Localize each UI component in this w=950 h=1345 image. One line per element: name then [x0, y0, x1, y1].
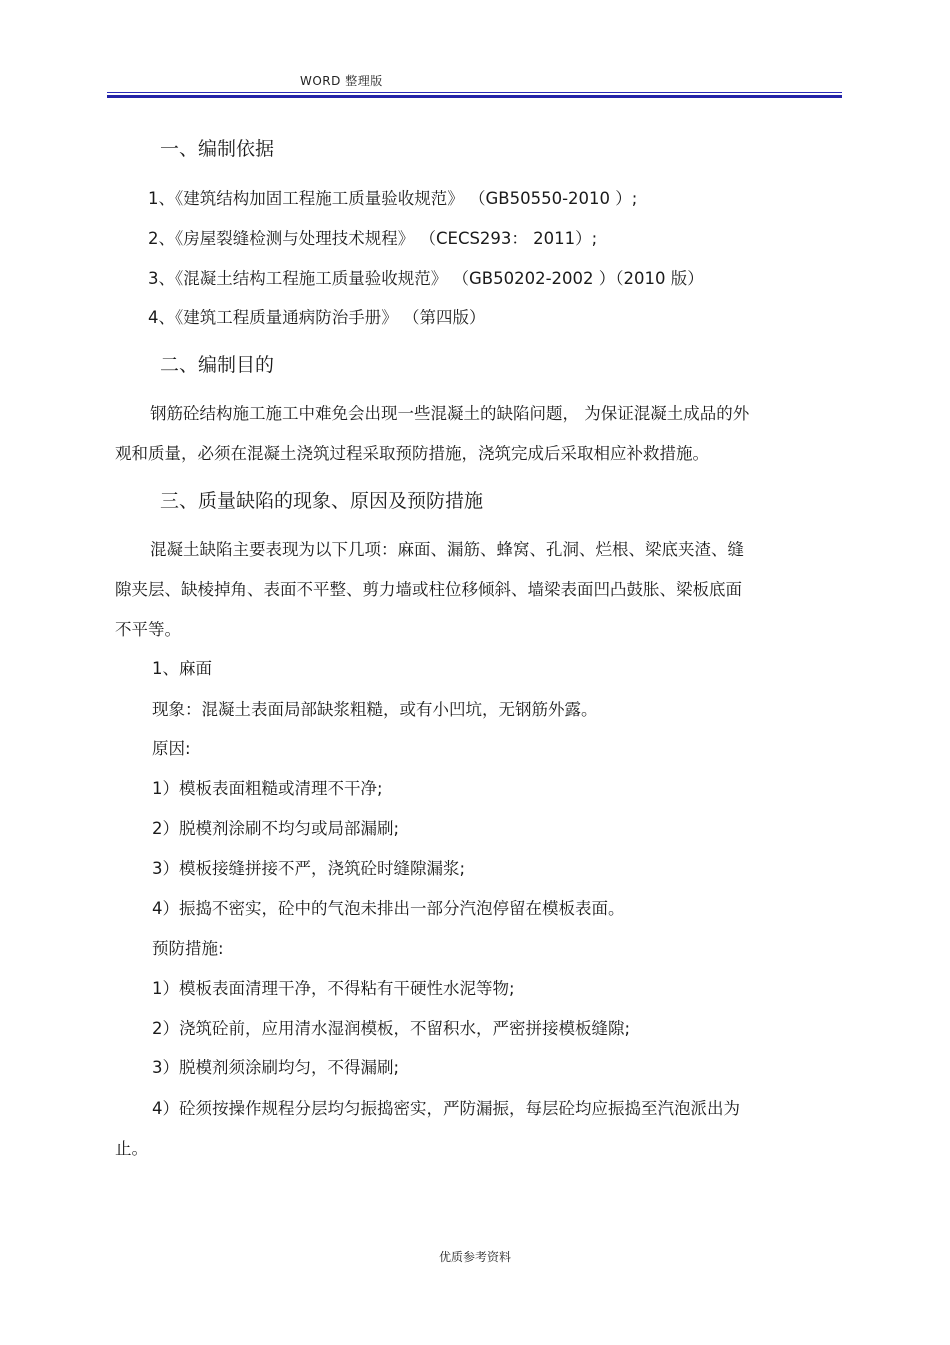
page-header-label: WORD 整理版	[300, 74, 383, 88]
cause-item: 4）振捣不密实，砼中的气泡未排出一部分汽泡停留在模板表面。	[152, 899, 625, 918]
cause-label: 原因:	[152, 739, 191, 758]
defects-intro-line: 混凝土缺陷主要表现为以下几项：麻面、漏筋、蜂窝、孔洞、烂根、梁底夹渣、缝	[150, 540, 744, 559]
cause-item: 1）模板表面粗糙或清理不干净;	[152, 779, 383, 798]
defects-intro-line: 隙夹层、缺棱掉角、表面不平整、剪力墙或柱位移倾斜、墙梁表面凹凸鼓胀、梁板底面	[115, 580, 742, 599]
cause-item: 2）脱模剂涂刷不均匀或局部漏刷;	[152, 819, 400, 838]
prevention-item: 4）砼须按操作规程分层均匀振捣密实，严防漏振，每层砼均应振捣至汽泡派出为	[152, 1099, 740, 1118]
defects-intro-line: 不平等。	[115, 620, 181, 639]
section1-heading: 一、编制依据	[160, 138, 275, 160]
reference-item: 4、《建筑工程质量通病防治手册》 （第四版）	[148, 308, 486, 327]
header-divider-thick	[107, 95, 842, 98]
prevention-item-continuation: 止。	[115, 1139, 148, 1158]
reference-item: 3、《混凝土结构工程施工质量验收规范》 （GB50202-2002 ）（2010 版）	[148, 269, 704, 288]
prevention-item: 3）脱模剂须涂刷均匀，不得漏刷;	[152, 1058, 400, 1077]
prevention-item: 2）浇筑砼前，应用清水湿润模板，不留积水，严密拼接模板缝隙;	[152, 1019, 631, 1038]
header-divider-thin	[107, 92, 842, 93]
reference-item: 1、《建筑结构加固工程施工质量验收规范》 （GB50550-2010 ）;	[148, 189, 638, 208]
section2-heading: 二、编制目的	[160, 354, 275, 376]
phenomenon-text: 现象：混凝土表面局部缺浆粗糙，或有小凹坑，无钢筋外露。	[152, 700, 598, 719]
purpose-paragraph-line: 钢筋砼结构施工施工中难免会出现一些混凝土的缺陷问题， 为保证混凝土成品的外	[150, 404, 750, 423]
section3-heading: 三、质量缺陷的现象、原因及预防措施	[160, 490, 484, 512]
prevention-label: 预防措施:	[152, 939, 224, 958]
reference-item: 2、《房屋裂缝检测与处理技术规程》 （CECS293： 2011）;	[148, 229, 598, 248]
cause-item: 3）模板接缝拼接不严，浇筑砼时缝隙漏浆;	[152, 859, 466, 878]
subsection-title: 1、麻面	[152, 659, 212, 678]
purpose-paragraph-line: 观和质量，必须在混凝土浇筑过程采取预防措施，浇筑完成后采取相应补救措施。	[115, 444, 709, 463]
prevention-item: 1）模板表面清理干净，不得粘有干硬性水泥等物;	[152, 979, 515, 998]
page-footer-label: 优质参考资料	[438, 1250, 511, 1264]
